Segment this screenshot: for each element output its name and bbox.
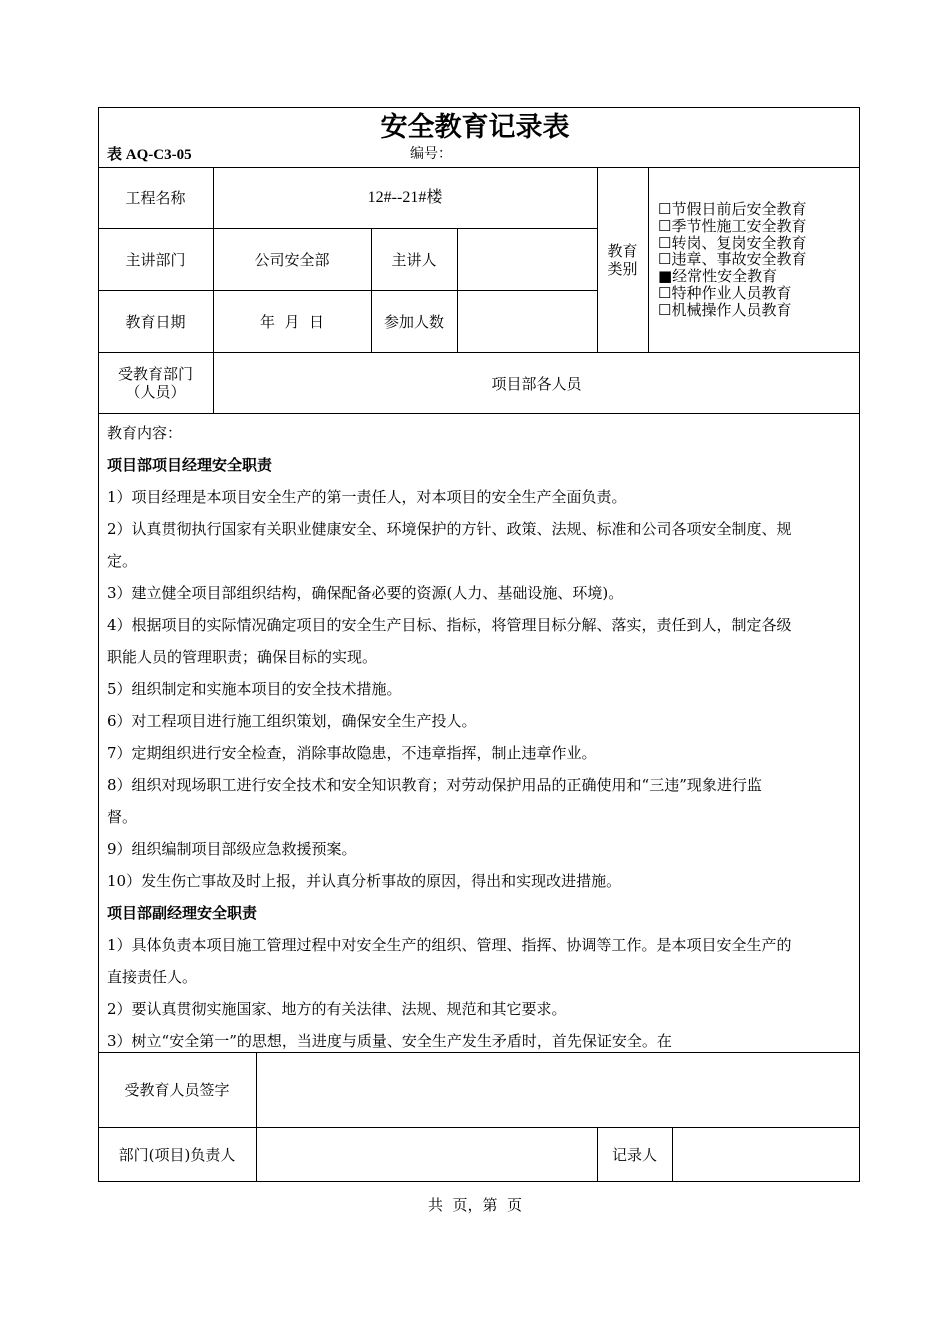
content-line: 10）发生伤亡事故及时上报，并认真分析事故的原因，得出和实现改进措施。 [107,872,622,890]
content-line: 6）对工程项目进行施工组织策划，确保安全生产投人。 [107,712,477,730]
divider [457,228,458,352]
dept-head-label: 部门(项目)负责人 [118,1146,236,1164]
checkbox-job-transfer[interactable]: ☐转岗、复岗安全教育 [658,233,807,252]
category-label [597,242,648,278]
category-label-line-2: 类别 [607,260,638,278]
divider [98,1127,860,1128]
content-line: 职能人员的管理职责；确保目标的实现。 [107,648,378,666]
content-line: 3）建立健全项目部组织结构，确保配备必要的资源(人力、基础设施、环境)。 [107,584,624,602]
trainees-label-line-2: （人员） [125,383,186,401]
content-line: 1）项目经理是本项目安全生产的第一责任人，对本项目的安全生产全面负责。 [107,488,627,506]
divider [98,228,598,229]
trainee-signature-label: 受教育人员签字 [124,1081,230,1099]
trainees-value[interactable]: 项目部各人员 [491,375,582,393]
category-checklist [658,201,806,319]
divider [98,1052,860,1053]
lecturer-label: 主讲人 [391,251,437,269]
education-date-label: 教育日期 [125,313,186,331]
form-code: 表 AQ-C3-05 [107,147,192,163]
checkbox-machine-operators[interactable]: ☐机械操作人员教育 [658,300,792,319]
trainees-label-line-1: 受教育部门 [117,365,193,383]
serial-number-label: 编号： [410,146,452,162]
category-label-line-1: 教育 [607,242,638,260]
content-line: 8）组织对现场职工进行安全技术和安全知识教育；对劳动保护用品的正确使用和“三违”现象进行监 [107,776,762,794]
page-count: 共 页，第 页 [427,1196,523,1214]
attendees-label: 参加人数 [383,313,444,331]
form-title: 安全教育记录表 [380,112,570,143]
checkbox-regular-safety[interactable]: ■经常性安全教育 [658,267,778,286]
divider [371,228,372,352]
content-line: 2）认真贯彻执行国家有关职业健康安全、环境保护的方针、政策、法规、标准和公司各项安全制度、规 [107,520,792,538]
content-line: 1）具体负责本项目施工管理过程中对安全生产的组织、管理、指挥、协调等工作。是本项目安全生产的 [107,936,792,954]
lecture-dept-value[interactable]: 公司安全部 [254,251,330,269]
section-heading: 项目部项目经理安全职责 [107,456,273,474]
divider [672,1127,673,1182]
project-name-label: 工程名称 [125,189,186,207]
checkbox-holiday-safety[interactable]: ☐节假日前后安全教育 [658,200,807,218]
checkbox-violation-accident[interactable]: ☐违章、事故安全教育 [658,250,807,269]
content-line: 直接责任人。 [107,968,198,986]
content-line: 5）组织制定和实施本项目的安全技术措施。 [107,680,402,698]
content-line: 7）定期组织进行安全检查，消除事故隐患，不违章指挥，制止违章作业。 [107,744,597,762]
project-name-value[interactable]: 12#--21#楼 [367,189,443,206]
content-line: 2）要认真贯彻实施国家、地方的有关法律、法规、规范和其它要求。 [107,1000,567,1018]
content-line: 督。 [107,808,138,826]
divider [648,167,649,352]
divider [256,1052,257,1182]
lecture-dept-label: 主讲部门 [125,251,186,269]
checkbox-seasonal-construction[interactable]: ☐季节性施工安全教育 [658,216,807,235]
divider [98,413,860,414]
recorder-label: 记录人 [611,1146,657,1164]
content-line: 9）组织编制项目部级应急救援预案。 [107,840,357,858]
divider [98,290,598,291]
trainees-label [98,365,213,401]
checkbox-special-operations[interactable]: ☐特种作业人员教育 [658,283,792,302]
content-line: 3）树立“安全第一”的思想，当进度与质量、安全生产发生矛盾时，首先保证安全。在 [107,1032,672,1050]
education-date-value[interactable]: 年 月 日 [259,313,325,331]
section-heading: 项目部副经理安全职责 [107,904,258,922]
content-line: 定。 [107,552,138,570]
content-heading: 教育内容： [107,424,183,442]
content-line: 4）根据项目的实际情况确定项目的安全生产目标、指标，将管理目标分解、落实，责任到人，制定各级 [107,616,792,634]
